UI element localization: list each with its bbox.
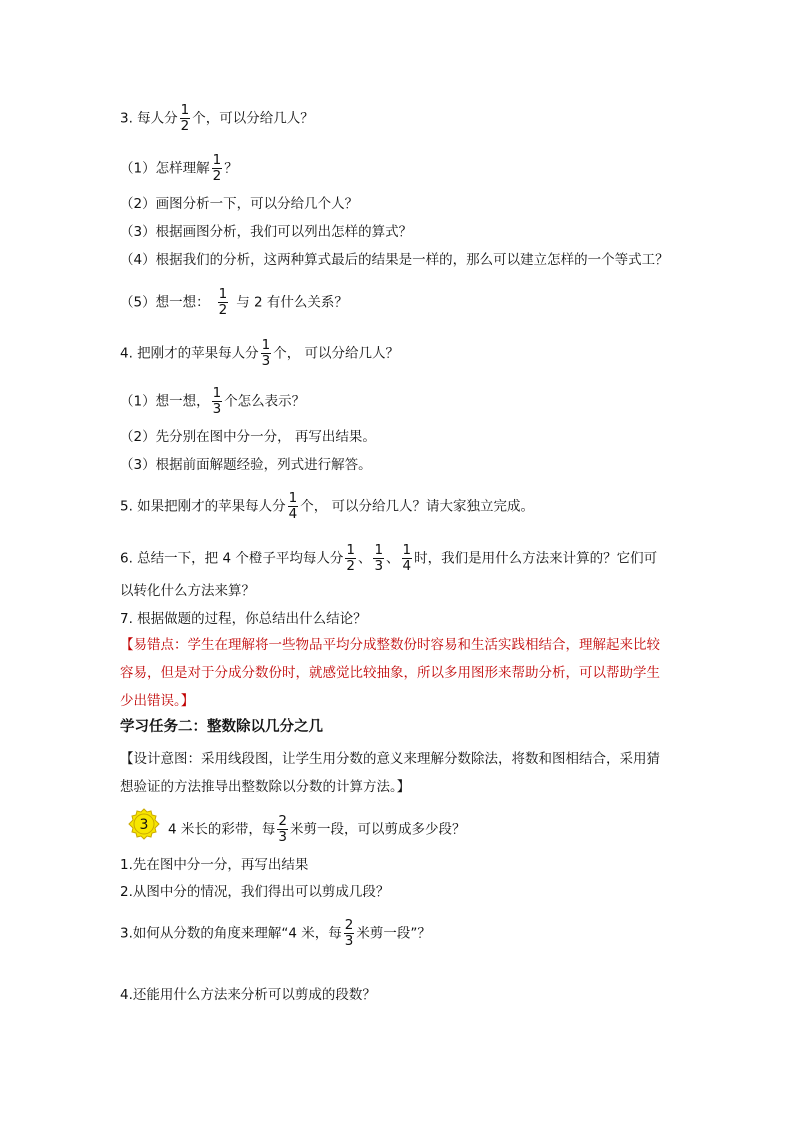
fraction: $\frac{1}{2}$ [212,152,222,184]
q3-sub1: （1）怎样理解 $\frac{1}{2}$ ？ [120,152,238,184]
q3-text-pre: 3. 每人分 [120,110,178,127]
fraction: $\frac{2}{3}$ [344,917,354,949]
q3-sub5: （5）想一想： $\frac{1}{2}$ 与 2 有什么关系？ [120,286,348,318]
fraction: $\frac{1}{4}$ [288,490,298,522]
fraction: $\frac{1}{4}$ [402,542,412,574]
fraction: $\frac{1}{2}$ [180,102,190,134]
q3-sub3: （3）根据画图分析，我们可以列出怎样的算式？ [120,224,413,240]
note-line-3: 少出错误。】 [120,693,195,709]
fraction: $\frac{1}{2}$ [346,542,355,574]
q3-sub2: （2）画图分析一下，可以分给几个人？ [120,196,359,212]
task2-design-1: 【设计意图：采用线段图，让学生用分数的意义来理解分数除法，将数和图相结合，采用猜 [120,751,660,767]
task2-step-1: 1.先在图中分一分，再写出结果 [120,857,309,873]
task2-problem: 4 米长的彩带，每 $\frac{2}{3}$ 米剪一段，可以剪成多少段？ [168,813,466,845]
fraction: $\frac{1}{3}$ [212,385,222,417]
number-badge-icon [128,808,160,840]
q7-line: 7. 根据做题的过程，你总结出什么结论？ [120,611,367,627]
q3-text-post: 个，可以分给几人？ [192,110,314,127]
task2-step-4: 4.还能用什么方法来分析可以剪成的段数？ [120,987,376,1003]
task2-design-2: 想验证的方法推导出整数除以分数的计算方法。】 [120,779,411,795]
task2-title: 学习任务二：整数除以几分之几 [120,719,323,735]
q4-sub1: （1）想一想， $\frac{1}{3}$ 个怎么表示？ [120,385,306,417]
q5-line: 5. 如果把刚才的苹果每人分 $\frac{1}{4}$ 个， 可以分给几人？请大家独立完成。 [120,490,535,522]
fraction: $\frac{1}{3}$ [374,542,384,574]
note-line-2: 容易，但是对于分成分数份时，就感觉比较抽象，所以多用图形来帮助分析，可以帮助学生 [120,665,660,681]
q4-sub3: （3）根据前面解题经验，列式进行解答。 [120,457,372,473]
task2-step-3: 3.如何从分数的角度来理解“4 米，每 $\frac{2}{3}$ 米剪一段”？ [120,917,431,949]
fraction: $\frac{1}{2}$ [218,286,228,318]
q4-line: 4. 把刚才的苹果每人分 $\frac{1}{3}$ 个， 可以分给几人？ [120,337,400,369]
q6-line: 6. 总结一下，把 4 个橙子平均每人分 $\frac{1}{2}$ 、 $\frac{1}{3}$ 、 $\frac{1}{4}$ 时，我们是用什么方法来计算的？它们可 [120,542,658,574]
fraction: $\frac{2}{3}$ [278,813,287,845]
badge-number: 3 [139,817,149,833]
q3-sub4: （4）根据我们的分析，这两种算式最后的结果是一样的，那么可以建立怎样的一个等式工？ [120,252,669,268]
q3-line [120,103,314,134]
q4-sub2: （2）先分别在图中分一分， 再写出结果。 [120,429,376,445]
q6-line2: 以转化什么方法来算？ [120,583,255,599]
note-line-1: 【易错点：学生在理解将一些物品平均分成整数份时容易和生活实践相结合，理解起来比较 [120,637,660,653]
task2-step-2: 2.从图中分的情况，我们得出可以剪成几段？ [120,884,390,900]
fraction: $\frac{1}{3}$ [261,337,271,369]
